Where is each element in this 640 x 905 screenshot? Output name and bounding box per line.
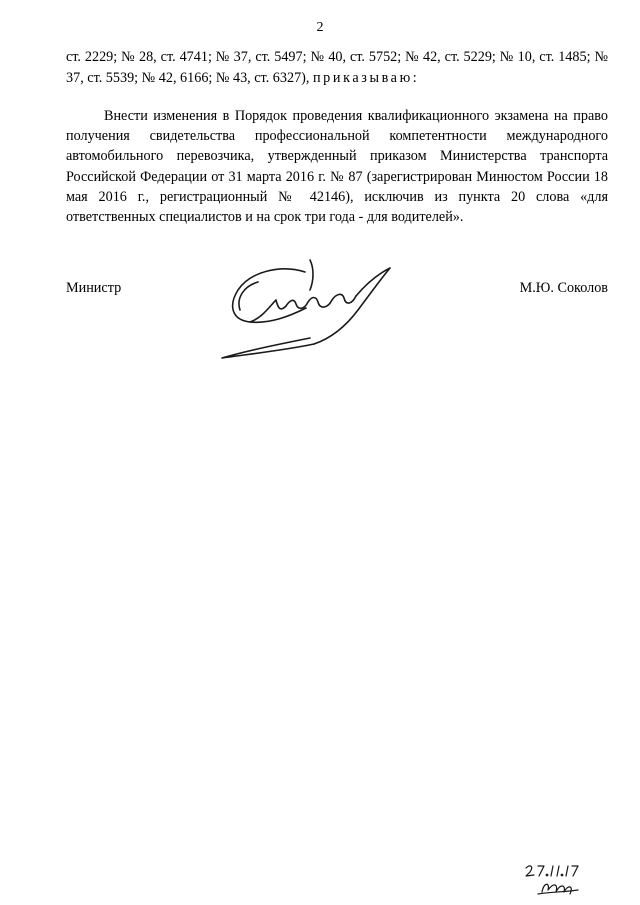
page-number: 2 (316, 20, 324, 35)
order-body-paragraph: Внести изменения в Порядок проведения квалификационного экзамена на право получения свидетельства профессиональной компетентности международного автомобильного перевозчика, утвержденный приказом Министерства транспорта Российской Федерации от 31 марта 2016 г. № 87 (зарегистрирован Минюстом России 18 мая 2016 г., регистрационный № 42146), исключив из пункта 20 слова «для ответственных специалистов и на срок три года - для водителей». (66, 108, 608, 226)
handwritten-date-mark (520, 862, 600, 898)
minister-name: М.Ю. Соколов (519, 280, 608, 296)
signature-image (210, 250, 400, 360)
intro-text: ст. 2229; № 28, ст. 4741; № 37, ст. 5497; № 40, ст. 5752; № 42, ст. 5229; № 10, ст. 1485; № 37, ст. 5539; № 42, 6166; № 43, ст. 6327), (66, 49, 608, 86)
intro-paragraph (66, 47, 608, 89)
minister-label: Министр (66, 280, 122, 296)
order-keyword: приказываю: (312, 70, 420, 86)
